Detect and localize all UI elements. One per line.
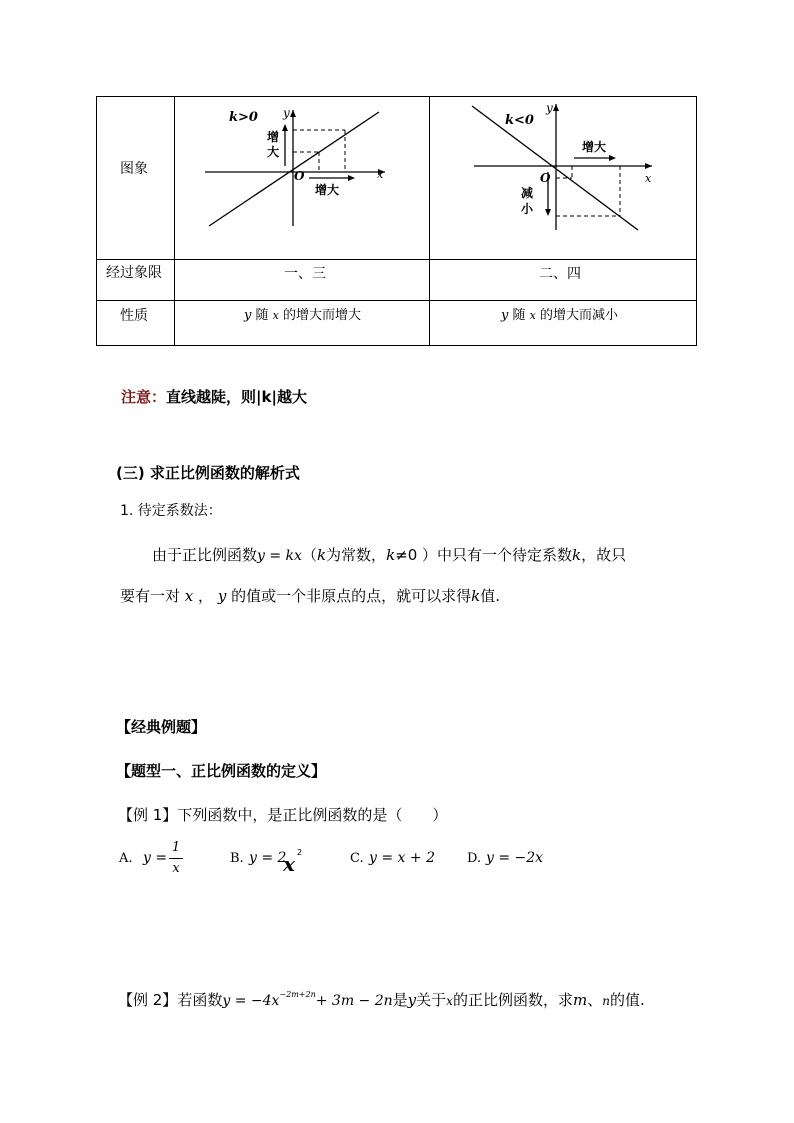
section-heading: (三) 求正比例函数的解析式 <box>116 464 300 482</box>
decrease-y-label-top: 减 <box>521 186 534 200</box>
origin-label: O <box>540 171 551 185</box>
classic-examples-heading: 【经典例题】 <box>116 718 207 736</box>
k-positive-label: k>0 <box>229 110 258 125</box>
paragraph-line-1: 由于正比例函数y = kx（k为常数，k≠0 ）中只有一个待定系数k，故只 <box>152 546 627 564</box>
question-type-heading: 【题型一、正比例函数的定义】 <box>116 762 327 780</box>
option-b-exponent: 2 <box>297 848 303 857</box>
option-d-label: D. <box>467 851 482 866</box>
table-row-divider <box>96 300 697 301</box>
property-positive: y 随 x 的增大而增大 <box>244 308 361 323</box>
table-col-divider <box>174 96 175 346</box>
k-negative-label: k<0 <box>505 113 534 128</box>
row-label-quadrants: 经过象限 <box>106 265 162 281</box>
option-b-x: x <box>283 852 295 876</box>
option-a-numerator: 1 <box>171 840 181 855</box>
quadrants-negative: 二、四 <box>539 266 581 282</box>
table-col-divider <box>429 96 430 346</box>
y-axis-label: y <box>283 106 290 120</box>
increase-x-label: 增大 <box>582 140 607 154</box>
x-axis-label: x <box>377 168 384 181</box>
row-label-graph: 图象 <box>120 161 148 177</box>
option-c-expr: y = x + 2 <box>369 850 435 866</box>
example-2-stem: 【例 2】若函数$y = -4x^{-2m+2n}+ 3m - 2n$是y关于x的正比例函数，求m、n的值. <box>118 990 645 1009</box>
option-d-expr: y = −2x <box>486 850 544 866</box>
option-a-lhs: y = <box>143 850 168 866</box>
option-b-expr: y = 2 <box>249 850 287 866</box>
option-c-label: C. <box>350 851 364 866</box>
example-1-stem: 【例 1】下列函数中，是正比例函数的是（ ） <box>118 806 448 824</box>
option-a-label: A. <box>119 851 133 866</box>
table-row-divider <box>96 259 697 260</box>
row-label-property: 性质 <box>120 308 148 324</box>
increase-x-label: 增大 <box>315 183 340 197</box>
quadrants-positive: 一、三 <box>284 266 326 282</box>
method-item: 1. 待定系数法： <box>120 503 222 519</box>
property-negative: y 随 x 的增大而减小 <box>501 308 618 323</box>
note-line: 注意：直线越陡，则|k|越大 <box>121 388 307 406</box>
graph-k-negative <box>468 98 658 234</box>
y-axis-label: y <box>546 101 553 115</box>
option-b-label: B. <box>230 851 244 866</box>
increase-y-label-bottom: 大 <box>267 145 280 159</box>
properties-table <box>96 96 697 346</box>
decrease-y-label-bottom: 小 <box>521 202 534 216</box>
x-axis-label: x <box>645 172 652 185</box>
increase-y-label-top: 增 <box>267 130 280 144</box>
fraction-bar <box>169 858 183 859</box>
option-a-denominator: x <box>172 861 180 876</box>
origin-label: O <box>294 169 305 183</box>
paragraph-line-2: 要有一对 x ， y 的值或一个非原点的点，就可以求得k值. <box>120 587 500 605</box>
